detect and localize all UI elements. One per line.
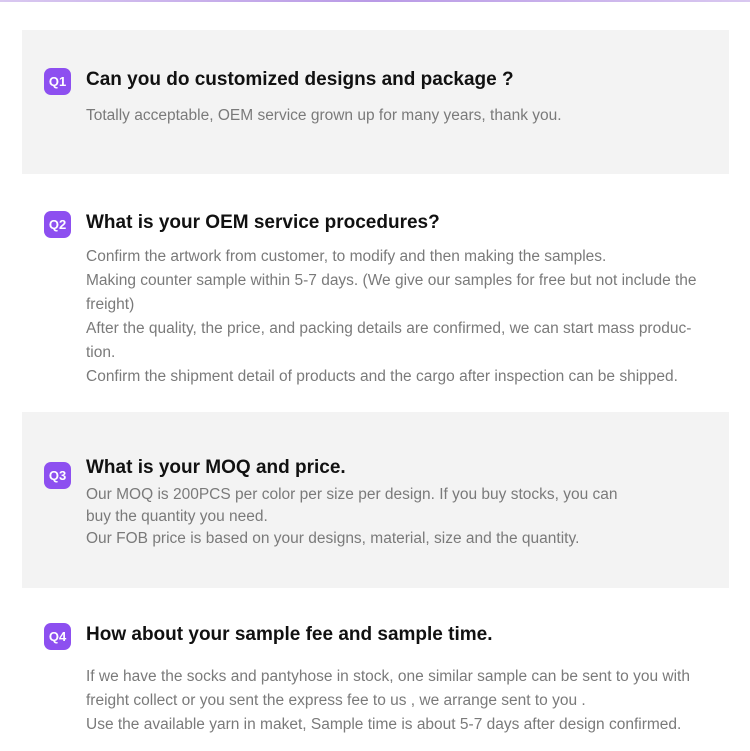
answer-line: Making counter sample within 5-7 days. (We give our samples for free but not include the: [86, 272, 697, 289]
faq-answer: [86, 106, 709, 126]
answer-line: Confirm the shipment detail of products and the cargo after inspection can be shipped.: [86, 368, 678, 385]
faq-answer: [86, 665, 709, 737]
q1-badge: Q1: [44, 68, 71, 95]
answer-line: Our MOQ is 200PCS per color per size per design. If you buy stocks, you can: [86, 486, 618, 503]
answer-line: After the quality, the price, and packing details are confirmed, we can start mass produc-: [86, 320, 692, 337]
answer-line: freight collect or you sent the express fee to us , we arrange sent to you .: [86, 692, 586, 709]
faq-question: Can you do customized designs and package ?: [86, 69, 514, 90]
answer-line: tion.: [86, 344, 116, 361]
faq-question-row: [44, 68, 719, 98]
answer-line: freight): [86, 296, 135, 313]
answer-line: Use the available yarn in maket, Sample time is about 5-7 days after design confirmed.: [86, 716, 682, 733]
faq-item-q3: [22, 412, 729, 588]
q4-badge: Q4: [44, 623, 71, 650]
answer-line: Totally acceptable, OEM service grown up for many years, thank you.: [86, 107, 562, 124]
answer-line: Confirm the artwork from customer, to modify and then making the samples.: [86, 248, 607, 265]
faq-question: How about your sample fee and sample time.: [86, 624, 493, 645]
faq-answer: [86, 245, 709, 389]
answer-line: If we have the socks and pantyhose in stock, one similar sample can be sent to you with: [86, 668, 690, 685]
answer-line: buy the quantity you need.: [86, 508, 268, 525]
answer-line: Our FOB price is based on your designs, material, size and the quantity.: [86, 530, 580, 547]
faq-question: What is your OEM service procedures?: [86, 212, 440, 233]
faq-item-q2: [22, 174, 729, 412]
top-divider: [0, 0, 750, 2]
faq-item-q4: [22, 588, 729, 751]
faq-question: What is your MOQ and price.: [86, 457, 346, 478]
faq-answer: [86, 484, 709, 550]
faq-question-row: [44, 211, 719, 241]
faq-item-q1: [22, 30, 729, 174]
q2-badge: Q2: [44, 211, 71, 238]
q3-badge: Q3: [44, 462, 71, 489]
faq-question-row: [44, 623, 719, 653]
